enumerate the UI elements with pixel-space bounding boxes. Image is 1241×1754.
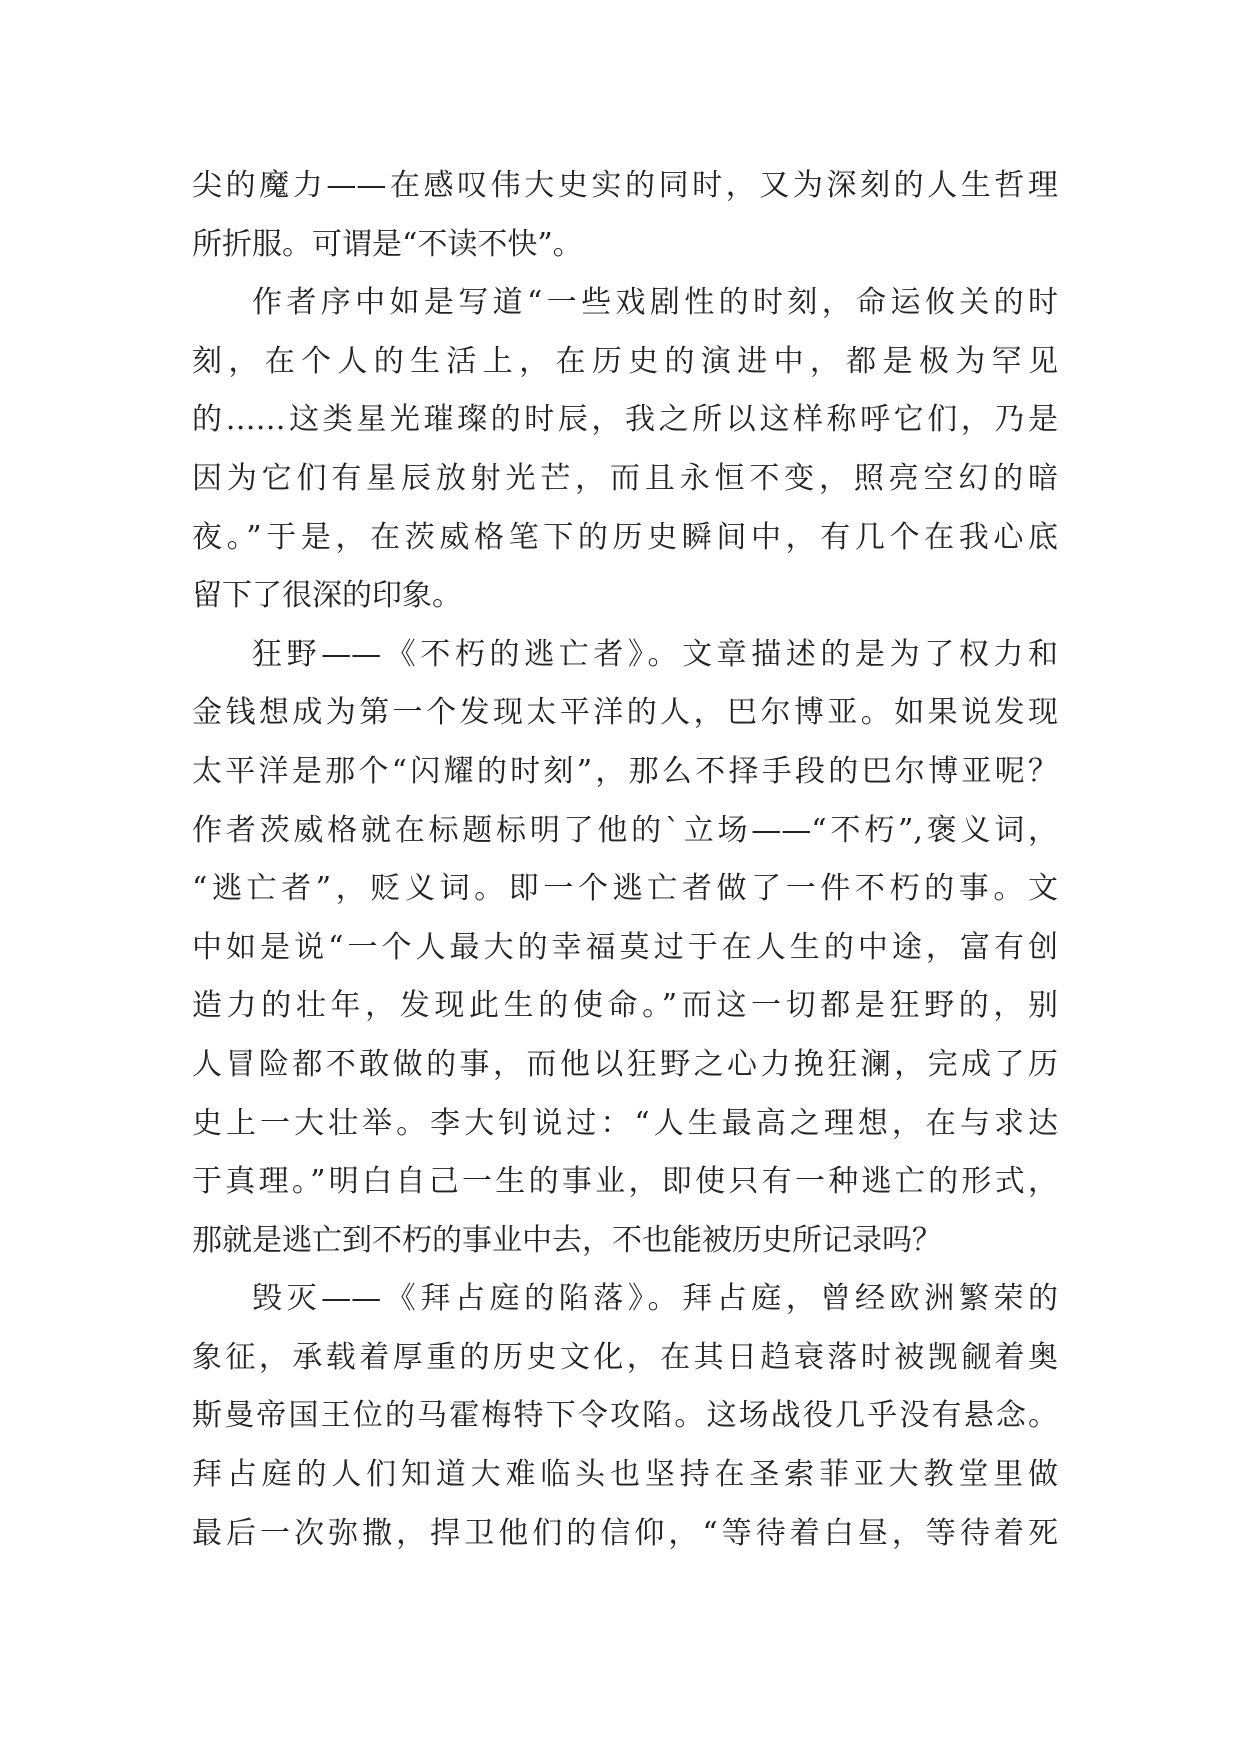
text-line: 因为它们有星辰放射光芒，而且永恒不变，照亮空幻的暗 xyxy=(192,460,1058,496)
text-line: 象征，承载着厚重的历史文化，在其日趋衰落时被觊觎着奥 xyxy=(192,1339,1058,1375)
text-line: 斯曼帝国王位的马霍梅特下令攻陷。这场战役几乎没有悬念。 xyxy=(192,1398,1058,1434)
text-line: 尖的魔力——在感叹伟大史实的同时，又为深刻的人生哲理 xyxy=(192,168,1058,203)
text-line: 造力的壮年，发现此生的使命。”而这一切都是狂野的，别 xyxy=(192,988,1058,1024)
text-line: 最后一次弥撒，捍卫他们的信仰，“等待着白昼，等待着死 xyxy=(192,1515,1058,1551)
text-line: 所折服。可谓是“不读不快”。 xyxy=(192,226,583,262)
text-line: 那就是逃亡到不朽的事业中去，不也能被历史所记录吗？ xyxy=(192,1222,942,1258)
body-text xyxy=(192,157,1058,1563)
text-line: 人冒险都不敢做的事，而他以狂野之心力挽狂澜，完成了历 xyxy=(192,1046,1058,1082)
text-line: 的……这类星光璀璨的时辰，我之所以这样称呼它们，乃是 xyxy=(192,402,1058,438)
text-line: 留下了很深的印象。 xyxy=(192,578,462,614)
paragraph-first-line: 毁灭——《拜占庭的陷落》。拜占庭，曾经欧洲繁荣的 xyxy=(252,1281,1058,1317)
paragraph-first-line: 作者序中如是写道“一些戏剧性的时刻，命运攸关的时 xyxy=(252,285,1058,321)
text-line: 于真理。”明白自己一生的事业，即使只有一种逃亡的形式， xyxy=(192,1164,1058,1200)
text-line: 中如是说“一个人最大的幸福莫过于在人生的中途，富有创 xyxy=(192,929,1058,965)
text-line: 金钱想成为第一个发现太平洋的人，巴尔博亚。如果说发现 xyxy=(192,695,1058,731)
text-line: 太平洋是那个“闪耀的时刻”，那么不择手段的巴尔博亚呢？ xyxy=(192,753,1058,789)
text-line: 拜占庭的人们知道大难临头也坚持在圣索菲亚大教堂里做 xyxy=(192,1457,1058,1493)
text-line: 夜。”于是，在茨威格笔下的历史瞬间中，有几个在我心底 xyxy=(192,519,1058,555)
text-line: 刻，在个人的生活上，在历史的演进中，都是极为罕见 xyxy=(192,343,1058,379)
text-line: 史上一大壮举。李大钊说过：“人生最高之理想，在与求达 xyxy=(192,1105,1058,1141)
paragraph-first-line: 狂野——《不朽的逃亡者》。文章描述的是为了权力和 xyxy=(252,636,1058,672)
text-line: 作者茨威格就在标题标明了他的`立场——“不朽”,褒义词， xyxy=(192,812,1058,848)
text-line: “逃亡者”，贬义词。即一个逃亡者做了一件不朽的事。文 xyxy=(192,871,1058,907)
